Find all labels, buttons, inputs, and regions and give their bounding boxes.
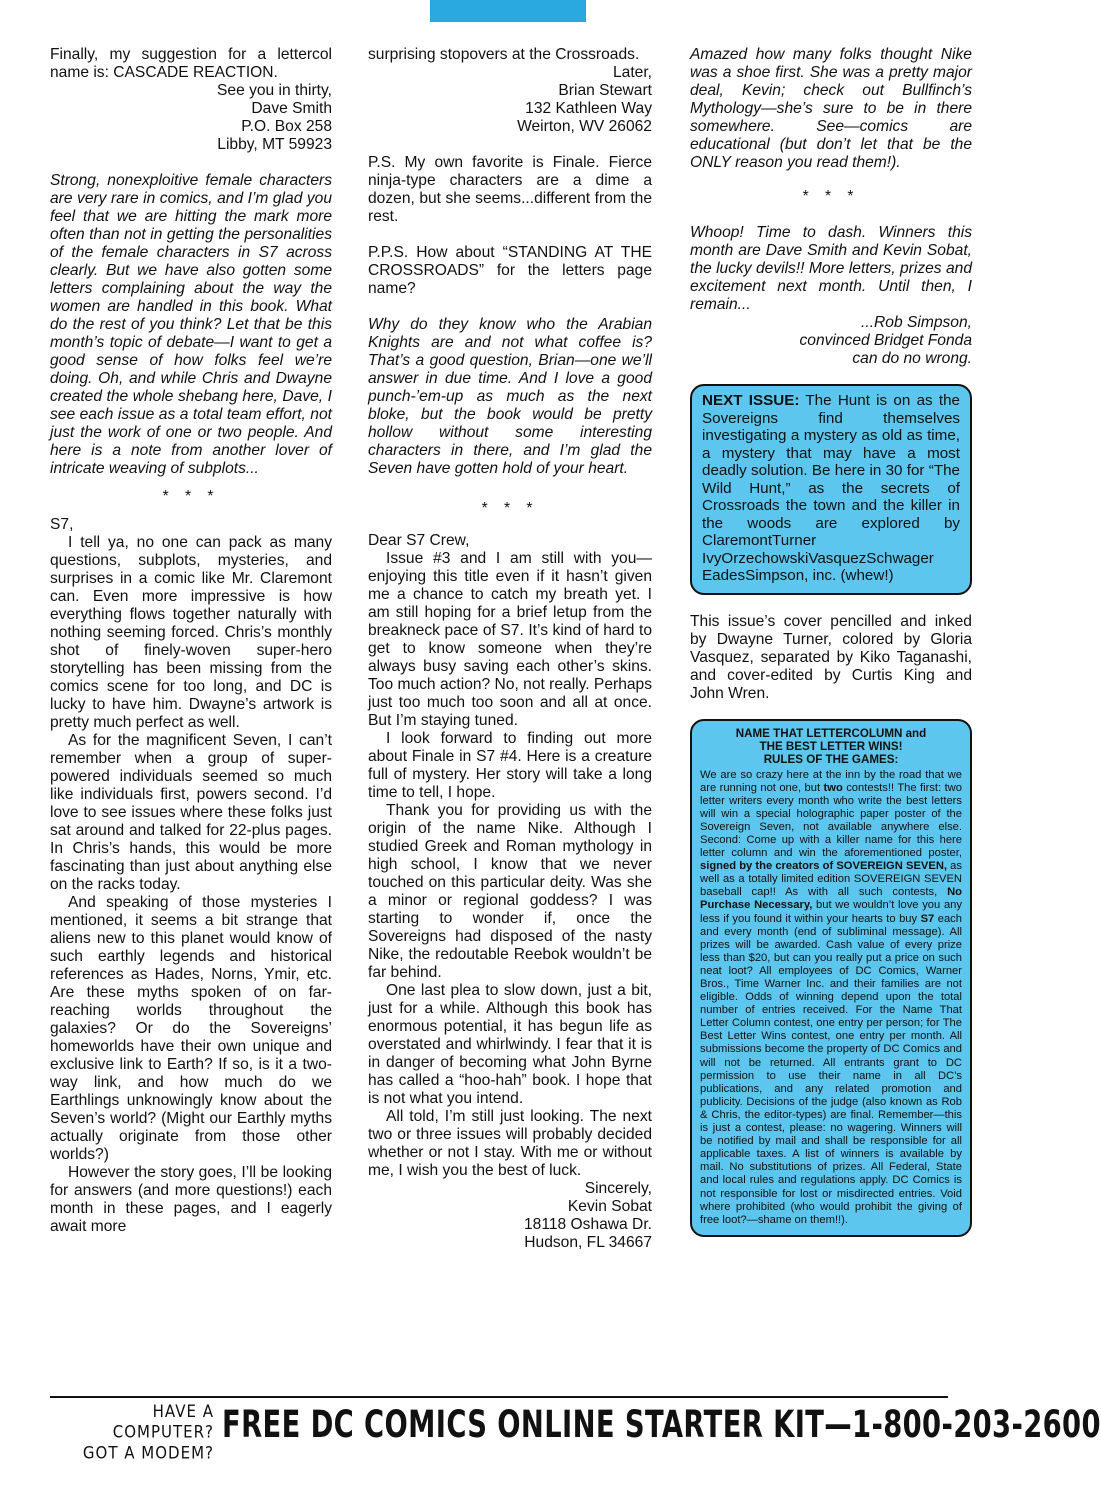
editor-closing: Whoop! Time to dash. Winners this month are Dave Smith and Kevin Sobat, the lucky devils!! More letters, prizes and excitement next month. Until then, I remain...: [690, 224, 972, 313]
top-color-tab: [430, 0, 586, 22]
next-issue-label: NEXT ISSUE:: [702, 392, 800, 409]
letter-postscript-2: P.P.S. How about “STANDING AT THE CROSSROADS” for the letters page name?: [368, 244, 652, 297]
footer-ad: [62, 1400, 1101, 1464]
letter-paragraph: One last plea to slow down, just a bit, just for a while. Although this book has enormous potential, it has begun life as overstated and whirlwindy. I fear that it is in danger of becoming what John Byrne has called a “hoo-hah” book. I hope that is not what you intend.: [368, 982, 652, 1107]
next-issue-box: [690, 384, 972, 595]
footer-question: HAVE A COMPUTER? GOT A MODEM?: [82, 1400, 214, 1464]
column-3: [690, 46, 972, 1237]
letter-paragraph: However the story goes, I’ll be looking for answers (and more questions!) each month in these pages, and I eagerly await more: [50, 1164, 332, 1235]
section-divider: * * *: [802, 188, 860, 205]
contest-title: NAME THAT LETTERCOLUMN and THE BEST LETTER WINS! RULES OF THE GAMES:: [735, 726, 927, 766]
letter-postscript: P.S. My own favorite is Finale. Fierce ninja-type characters are a dime a dozen, but she seems...different from the rest.: [368, 154, 652, 225]
signature-kevin-sobat: Sincerely, Kevin Sobat 18118 Oshawa Dr. Hudson, FL 34667: [523, 1180, 652, 1251]
footer-headline: FREE DC COMICS ONLINE STARTER KIT—1-800-203-2600: [222, 1403, 1101, 1446]
letter-paragraph: I look forward to finding out more about Finale in S7 #4. Here is a creature full of mystery. Her story will take a long time to tell, I hope.: [368, 730, 652, 801]
signature-brian-stewart: Later, Brian Stewart 132 Kathleen Way Weirton, WV 26062: [517, 64, 652, 135]
section-divider: * * *: [162, 488, 220, 505]
column-1: [50, 46, 332, 1236]
contest-rules-box: [690, 719, 972, 1237]
editor-reply: Amazed how many folks thought Nike was a shoe first. She was a pretty major deal, Kevin; check out Bullfinch’s Mythology—she’s sure to be in there somewhere. See—comics are educational (but don’t let that be the ONLY reason you read them!).: [690, 46, 972, 171]
footer-rule: [50, 1396, 948, 1398]
column-2: [368, 46, 652, 1252]
letter-paragraph: I tell ya, no one can pack as many questions, subplots, mysteries, and surprises in a comic like Mr. Claremont can. Even more impressive is how everything flows together naturally with nothing seeming forced. Chris’s monthly shot of finely-woven super-hero storytelling has been missing from the comics scene for too long, and DC is lucky to have him. Dwayne’s artwork is pretty much perfect as well.: [50, 534, 332, 731]
next-issue-text: The Hunt is on as the Sovereigns find themselves investigating a mystery as old as time, a mystery that may have a most deadly solution. Be here in 30 for “The Wild Hunt,” as the secrets of Crossroads the town and the killer in the woods are explored by ClaremontTurner IvyOrzechowskiVasquezSchwager EadesSimpson, inc. (whew!): [702, 392, 960, 584]
editor-reply: Strong, nonexploitive female characters are very rare in comics, and I’m glad you feel that we are hitting the mark more often than not in getting the personalities of the female characters in S7 across clearly. But we have also gotten some letters complaining about the way the women are handled in this book. What do the rest of you think? Let that be this month’s topic of debate—I want to get a good sense of how folks feel we’re doing. Oh, and while Chris and Dwayne created the whole shebang here, Dave, I see each issue as a total team effort, not just the work of one or two people. And here is a note from another lover of intricate weaving of subplots...: [50, 172, 332, 477]
letter-salutation: S7,: [50, 516, 74, 533]
letter-paragraph: Issue #3 and I am still with you—enjoying this title even if it hasn’t given me a chance to catch my breath yet. I am still hoping for a brief letup from the breakneck pace of S7. It’s kind of hard to get to know someone when they’re always busy saving each other’s skins. Too much action? No, not really. Perhaps just too much too soon and all at once. But I’m staying tuned.: [368, 550, 653, 729]
editor-sign-off: ...Rob Simpson, convinced Bridget Fonda can do no wrong.: [799, 314, 972, 367]
letter-paragraph: And speaking of those mysteries I mentioned, it seems a bit strange that aliens new to this planet would know of such earthly legends and historical references as Hades, Norns, Ymir, etc. Are these myths spoken of on far-reaching worlds throughout the galaxies? Or do the Sovereigns’ homeworlds have their own unique and exclusive link to Earth? If so, is it a two-way link, and how much do we Earthlings unknowingly know about the Seven’s world? (Might our Earthly myths actually originate from those other worlds?): [50, 894, 332, 1163]
letter-paragraph: As for the magnificent Seven, I can’t remember when a group of super-powered individuals seemed so much like individuals first, powers second. I’d love to see issues where these folks just sat around and talked for 22-plus pages. In Chris’s hands, this would be more fascinating than just about anything else on the racks today.: [50, 732, 332, 893]
cover-credits: This issue’s cover pencilled and inked by Dwayne Turner, colored by Gloria Vasquez, separated by Kiko Taganashi, and cover-edited by Curtis King and John Wren.: [690, 612, 972, 702]
contest-rules-text: We are so crazy here at the inn by the road that we are running not one, but two contests!! The first: two letter writers every month who write the best letters will win a special holographic paper poster of the Sovereign Seven, not available anywhere else. Second: Come up with a killer name for this here letter column and win the aforementioned poster, signed by the creators of SOVEREIGN SEVEN, as well as a totally limited edition SOVEREIGN SEVEN baseball cap!! As with all such contests, No Purchase Necessary, but we wouldn’t love you any less if you found it within your hearts to buy S7 each and every month (end of subliminal message). All prizes will be awarded. Cash value of every prize less than $20, but can you really put a price on such neat loot? All employees of DC Comics, Warner Bros., Time Warner Inc. and their families are not eligible. Odds of winning depend upon the total number of entries received. For the Name That Letter Column contest, one entry per person; for The Best Letter Wins contest, one entry per month. All submissions become the property of DC Comics and will not be returned. All entrants grant to DC permission to use their name in all DC’s publications, and any related promotion and publicity. Decisions of the judge (also known as Rob & Chris, the editor-types) are final. Remember—this is just a contest, please: no wagering. Winners will be notified by mail and shall be responsible for all applicable taxes. A list of winners is available by mail. No substitutions of prizes. All Federal, State and local rules and regulations apply. DC Comics is not responsible for lost or misdirected entries. Void where prohibited (who would prohibit the giving of free loot?—shame on them!!).: [700, 768, 962, 1226]
letter-paragraph: Thank you for providing us with the origin of the name Nike. Although I studied Greek and Roman mythology in high school, I know that we never touched on this particular deity. Was she a minor or regional goddess? I was starting to wonder if, once the Sovereigns had disposed of the nasty Nike, the redoutable Reebok wouldn’t be far behind.: [368, 802, 652, 981]
letter-paragraph: surprising stopovers at the Crossroads.: [368, 46, 640, 63]
letter-paragraph: Finally, my suggestion for a lettercol name is: CASCADE REACTION.: [50, 46, 332, 81]
letter-paragraph: All told, I’m still just looking. The next two or three issues will probably decided whether or not I stay. With me or without me, I wish you the best of luck.: [368, 1108, 652, 1179]
letter-salutation: Dear S7 Crew,: [368, 532, 470, 549]
signature-dave-smith: See you in thirty, Dave Smith P.O. Box 258 Libby, MT 59923: [217, 82, 332, 153]
editor-reply: Why do they know who the Arabian Knights are and not what coffee is? That’s a good question, Brian—one we’ll answer in due time. And I love a good punch-’em-up as much as the next bloke, but the book would be pretty hollow without some interesting characters in there, and I’m glad the Seven have gotten hold of your heart.: [368, 316, 652, 477]
section-divider: * * *: [481, 500, 539, 517]
